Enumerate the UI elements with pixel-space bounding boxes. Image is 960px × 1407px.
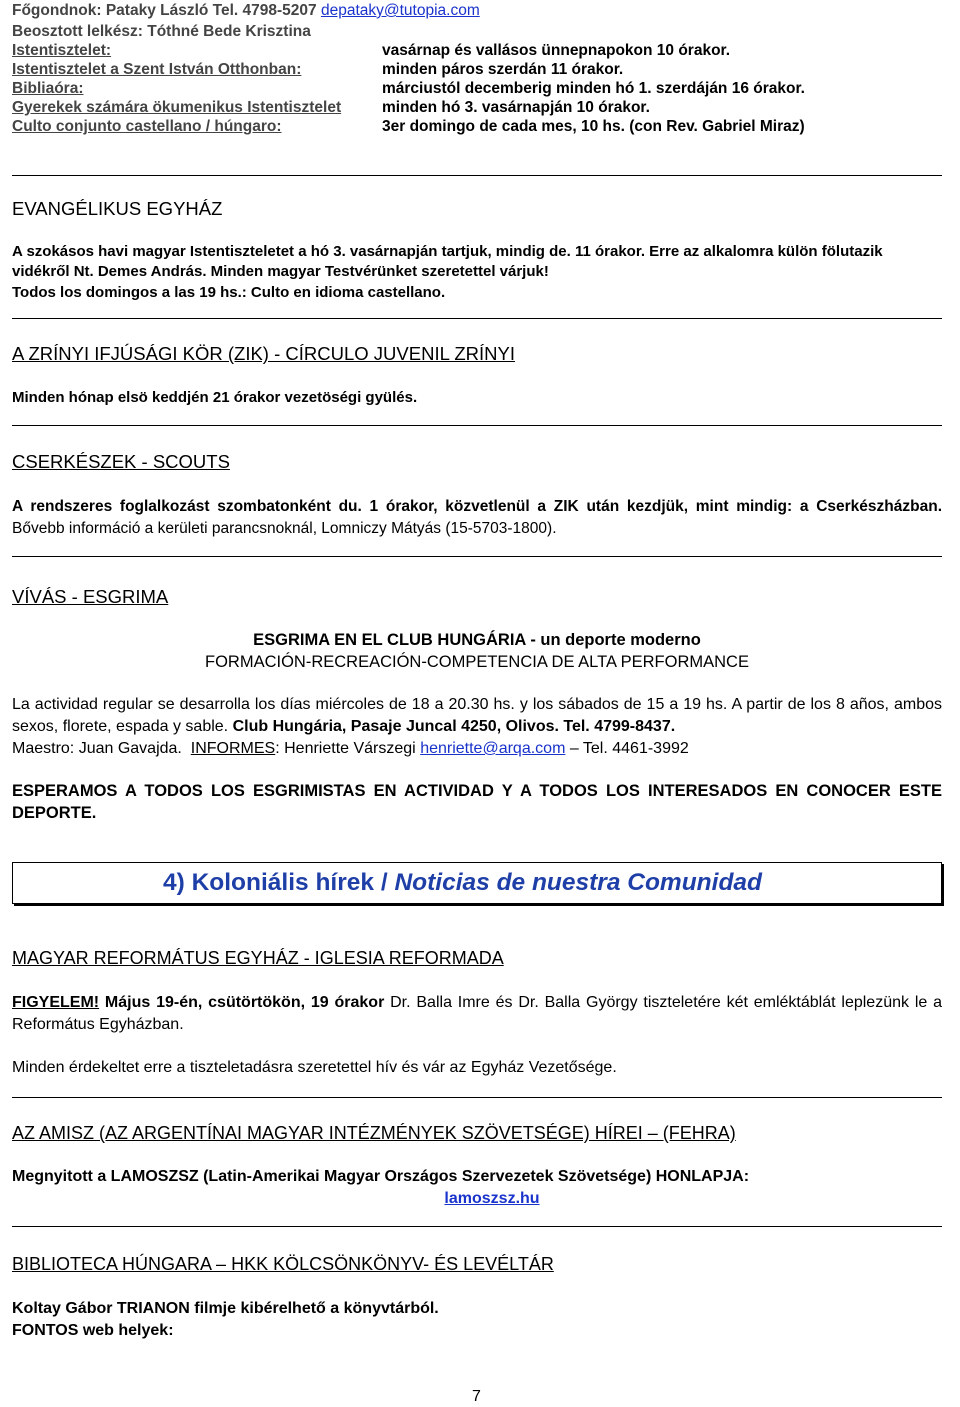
- amisz-link[interactable]: lamoszsz.hu: [444, 1190, 540, 1207]
- section-title-library: BIBLIOTECA HÚNGARA – HKK KÖLCSÖNKÖNYV- ÉS LEVÉLTÁR: [12, 1254, 554, 1274]
- divider: [12, 425, 942, 426]
- divider: [12, 175, 942, 176]
- scouts-text-bold: A rendszeres foglalkozást szombatonként du. 1 órakor, közvetlenül a ZIK után kezdjük, mint mindig: a Cserkészházban.: [12, 498, 942, 515]
- fencing-teacher: Maestro: Juan Gavajda.: [12, 740, 182, 757]
- reformatus-date: Május 19-én, csütörtökön, 19 órakor: [99, 994, 385, 1011]
- schedule-value: 3er domingo de cada mes, 10 hs. (con Rev. Gabriel Miraz): [382, 118, 805, 135]
- banner-prefix: 4) Koloniális hírek /: [163, 869, 395, 896]
- attention-label: FIGYELEM!: [12, 994, 100, 1011]
- schedule-value: minden hó 3. vasárnapján 10 órakor.: [382, 99, 650, 116]
- reformatus-text: [12, 992, 942, 1036]
- fencing-info-name: : Henriette Várszegi: [275, 740, 416, 757]
- schedule-label: Bibliaóra:: [12, 80, 84, 97]
- divider: [12, 556, 942, 557]
- schedule-label: Gyerekek számára ökumenikus Istentisztelet: [12, 99, 342, 116]
- fencing-club: Club Hungária, Pasaje Juncal 4250, Olivos. Tel. 4799-8437.: [232, 718, 676, 735]
- evangelikus-text: A szokásos havi magyar Istentiszteletet a hó 3. vasárnapján tartjuk, mindig de. 11 órakor. Erre az alkalomra külön fölutazik vidékről Nt. Demes András. Minden magyar Testvérünket szeretettel várjuk!: [12, 243, 883, 280]
- schedule-row: [12, 42, 942, 62]
- section-title-fencing: VÍVÁS - ESGRIMA: [12, 586, 169, 607]
- section-title-scouts: CSERKÉSZEK - SCOUTS: [12, 451, 230, 472]
- fencing-info-tel: – Tel. 4461-3992: [569, 740, 689, 757]
- scouts-text: [12, 496, 942, 540]
- section-title-amisz: AZ AMISZ (AZ ARGENTÍNAI MAGYAR INTÉZMÉNYEK SZÖVETSÉGE) HÍREI – (FEHRA): [12, 1123, 736, 1143]
- schedule-label: Culto conjunto castellano / húngaro:: [12, 118, 282, 135]
- fencing-description: [12, 694, 942, 760]
- banner-italic: Noticias de nuestra Comunidad: [394, 869, 763, 896]
- fencing-info-label: INFORMES: [190, 740, 276, 757]
- reformatus-invite: Minden érdekeltet erre a tiszteletadásra szeretettel hív és vár az Egyház Vezetősége.: [12, 1059, 617, 1076]
- schedule-label: Istentisztelet:: [12, 42, 112, 59]
- schedule-label: Istentisztelet a Szent István Otthonban:: [12, 61, 302, 78]
- evangelikus-spanish: Todos los domingos a las 19 hs.: Culto en idioma castellano.: [12, 284, 446, 301]
- divider: [12, 318, 942, 319]
- section-title-reformatus: MAGYAR REFORMÁTUS EGYHÁZ - IGLESIA REFORMADA: [12, 948, 504, 968]
- library-line-1: Koltay Gábor TRIANON filmje kibérelhető a könyvtárból.: [12, 1300, 439, 1317]
- section-banner: [12, 862, 942, 904]
- page-number: 7: [472, 1388, 481, 1405]
- schedule-row: [12, 61, 942, 81]
- divider: [12, 1226, 942, 1227]
- fencing-subtitle-2: FORMACIÓN-RECREACIÓN-COMPETENCIA DE ALTA PERFORMANCE: [205, 653, 749, 671]
- contact-line: [12, 0, 942, 21]
- contact-label: Főgondnok: Pataky László Tel. 4798-5207: [12, 2, 317, 19]
- fencing-subtitle-1: ESGRIMA EN EL CLUB HUNGÁRIA - un deporte moderno: [253, 631, 701, 649]
- contact-email-link[interactable]: depataky@tutopia.com: [320, 2, 480, 19]
- assigned-pastor: Beosztott lelkész: Tóthné Bede Krisztina: [12, 23, 311, 40]
- library-line-2: FONTOS web helyek:: [12, 1322, 174, 1339]
- banner-title: [163, 869, 762, 897]
- schedule-row: [12, 80, 942, 100]
- reformatus-body: Dr. Balla Imre és Dr. Balla György tiszteletére két emléktáblát leplezünk le a Református Egyházban.: [12, 994, 942, 1033]
- schedule-value: minden páros szerdán 11 órakor.: [382, 61, 624, 78]
- divider: [12, 1097, 942, 1098]
- zik-text: Minden hónap elsö keddjén 21 órakor vezetöségi gyülés.: [12, 389, 418, 406]
- schedule-row: [12, 118, 942, 138]
- fencing-desc: La actividad regular se desarrolla los días miércoles de 18 a 20.30 hs. y los sábados de 15 a 19 hs. A partir de los 8 años, ambos sexos, florete, espada y sable.: [12, 696, 942, 735]
- amisz-link-wrapper: [12, 1188, 942, 1209]
- schedule-value: vasárnap és vallásos ünnepnapokon 10 órakor.: [382, 42, 731, 59]
- scouts-text-normal: Bővebb információ a kerületi parancsnoknál, Lomniczy Mátyás (15-5703-1800).: [12, 520, 557, 537]
- fencing-closing: ESPERAMOS A TODOS LOS ESGRIMISTAS EN ACTIVIDAD Y A TODOS LOS INTERESADOS EN CONOCER ESTE DEPORTE.: [12, 782, 942, 822]
- amisz-text: Megnyitott a LAMOSZSZ (Latin-Amerikai Magyar Országos Szervezetek Szövetsége) HONLAPJA:: [12, 1168, 750, 1185]
- schedule-value: márciustól decemberig minden hó 1. szerdáján 16 órakor.: [382, 80, 805, 97]
- section-title-zik: A ZRÍNYI IFJÚSÁGI KÖR (ZIK) - CÍRCULO JUVENIL ZRÍNYI: [12, 343, 515, 364]
- fencing-email-link[interactable]: henriette@arqa.com: [420, 740, 566, 757]
- schedule-row: [12, 99, 942, 119]
- section-title-evangelikus: EVANGÉLIKUS EGYHÁZ: [12, 198, 223, 219]
